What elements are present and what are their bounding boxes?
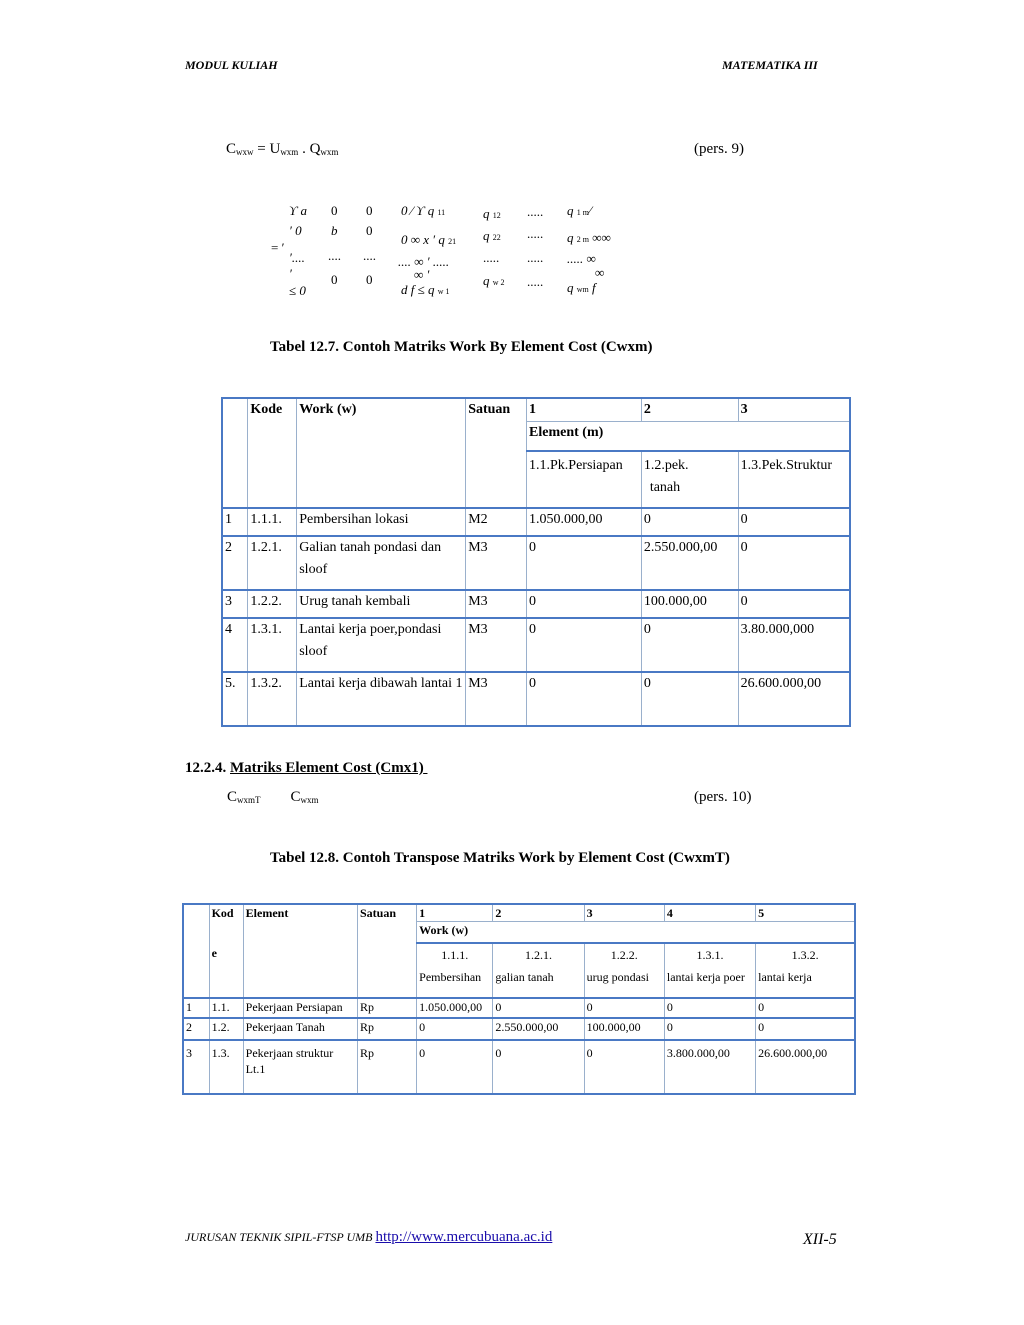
matrix-cell: 0 [331, 272, 338, 287]
header-right: MATEMATIKA III [722, 58, 818, 72]
matrix-cell: d f ≤ q w 1 [401, 282, 450, 297]
header-satuan: Satuan [466, 398, 527, 508]
matrix-cell: 0 [366, 223, 373, 238]
header-element-1: 1.1.Pk.Persiapan [527, 451, 642, 508]
work-by-element-table [221, 397, 851, 727]
matrix-cell: ′.... [289, 250, 305, 265]
table2-header-row: 1.1.1. Pembersihan 1.2.1. galian tanah 1.2.2. urug pondasi 1.3.1. lantai kerja poer 1.3.2. lantai kerja [183, 943, 855, 998]
table2-caption: Tabel 12.8. Contoh Transpose Matriks Work by Element Cost (CwxmT) [270, 850, 730, 866]
footer-link[interactable]: http://www.mercubuana.ac.id [375, 1229, 553, 1245]
table-row: 2 1.2. Pekerjaan Tanah Rp 0 2.550.000,00 100.000,00 0 0 [183, 1018, 855, 1040]
table-row: 3 1.3. Pekerjaan struktur Lt.1 Rp 0 0 0 3.800.000,00 26.600.000,00 [183, 1040, 855, 1094]
matrix-cell: 0 [331, 203, 338, 218]
matrix-cell: q w 2 [483, 273, 505, 288]
table-row: 3 1.2.2. Urug tanah kembali M3 0 100.000,00 0 [222, 590, 850, 618]
matrix-cell: .... [363, 248, 376, 263]
header-col-1: 1 [527, 398, 642, 422]
matrix-cell: 0 [366, 272, 373, 287]
header-kode: Kod e [209, 904, 243, 998]
transpose-table [182, 903, 856, 1095]
table1-header-row [222, 398, 850, 422]
header-kode: Kode [248, 398, 297, 508]
matrix-cell: ϒ a [289, 203, 308, 218]
matrix-cell: 0 ⁄ ϒ q 11 [401, 203, 446, 218]
matrix-cell: ..... [483, 250, 500, 265]
matrix-cell: b [331, 223, 338, 238]
header-work: Work (w) [297, 398, 466, 508]
matrix-cell: .... [328, 248, 341, 263]
header-satuan: Satuan [357, 904, 416, 998]
footer-left: JURUSAN TEKNIK SIPIL-FTSP UMB http://www.mercubuana.ac.id [185, 1229, 553, 1245]
matrix-eq-sign: = ′ [271, 240, 285, 255]
matrix-cell: ∞ [595, 265, 605, 280]
header-element-2: 1.2.pek. tanah [641, 451, 738, 508]
matrix-cell: .... ∞ ′ ..... [398, 254, 450, 269]
header-col-2: 2 [641, 398, 738, 422]
table1-caption: Tabel 12.7. Contoh Matriks Work By Element Cost (Cwxm) [270, 339, 653, 355]
matrix-cell: ∞ ′ [414, 267, 430, 282]
section-heading: 12.2.4. Matriks Element Cost (Cmx1) [185, 760, 424, 776]
matrix-cell: ..... [527, 226, 544, 241]
header-left: MODUL KULIAH [185, 58, 278, 72]
matrix-cell: ..... [527, 250, 544, 265]
table-row: 4 1.3.1. Lantai kerja poer,pondasi sloof M3 0 0 3.80.000,000 [222, 618, 850, 672]
matrix-cell: 0 ∞ x ′ q 21 [401, 232, 457, 247]
header-element: Element [243, 904, 357, 998]
matrix-cell: q 1 m⁄ [567, 203, 592, 218]
table-row: 1 1.1.1. Pembersihan lokasi M2 1.050.000,00 0 0 [222, 508, 850, 536]
matrix-cell: q wm f [567, 280, 596, 295]
table2-header-row: Kod e Element Satuan 1 2 3 4 5 [183, 904, 855, 922]
equation-10: $C_{wxmT}$ $C_{wxm}$ [227, 789, 319, 805]
table-row: 2 1.2.1. Galian tanah pondasi dan sloof M3 0 2.550.000,00 0 [222, 536, 850, 590]
matrix-cell: ′ 0 [289, 223, 302, 238]
header-element: Element (m) [527, 422, 850, 452]
equation-9: $C_{wxw} = U_{wxm}$ . $Q_{wxm}$ [226, 141, 339, 157]
header-col-3: 3 [738, 398, 850, 422]
header-element-3: 1.3.Pek.Struktur [738, 451, 850, 508]
matrix-cell: ..... [527, 274, 544, 289]
header-cell [222, 398, 248, 508]
matrix-cell: q 22 [483, 228, 501, 243]
table-row: 5. 1.3.2. Lantai kerja dibawah lantai 1 M3 0 0 26.600.000,00 [222, 672, 850, 726]
page-number: XII-5 [803, 1231, 837, 1248]
matrix-cell: ≤ 0 [289, 283, 306, 298]
header-work: Work (w) [417, 922, 855, 944]
table-row: 1 1.1. Pekerjaan Persiapan Rp 1.050.000,00 0 0 0 0 [183, 998, 855, 1018]
matrix-cell: q 12 [483, 206, 501, 221]
matrix-cell: ..... [527, 204, 544, 219]
matrix-cell: ..... ∞ [567, 251, 596, 266]
matrix-expression [0, 0, 1024, 300]
equation-10-ref: (pers. 10) [694, 789, 752, 805]
equation-9-ref: (pers. 9) [694, 141, 744, 157]
matrix-cell: 0 [366, 203, 373, 218]
matrix-cell: q 2 m ∞∞ [567, 230, 611, 245]
matrix-cell: ′ [289, 266, 292, 281]
